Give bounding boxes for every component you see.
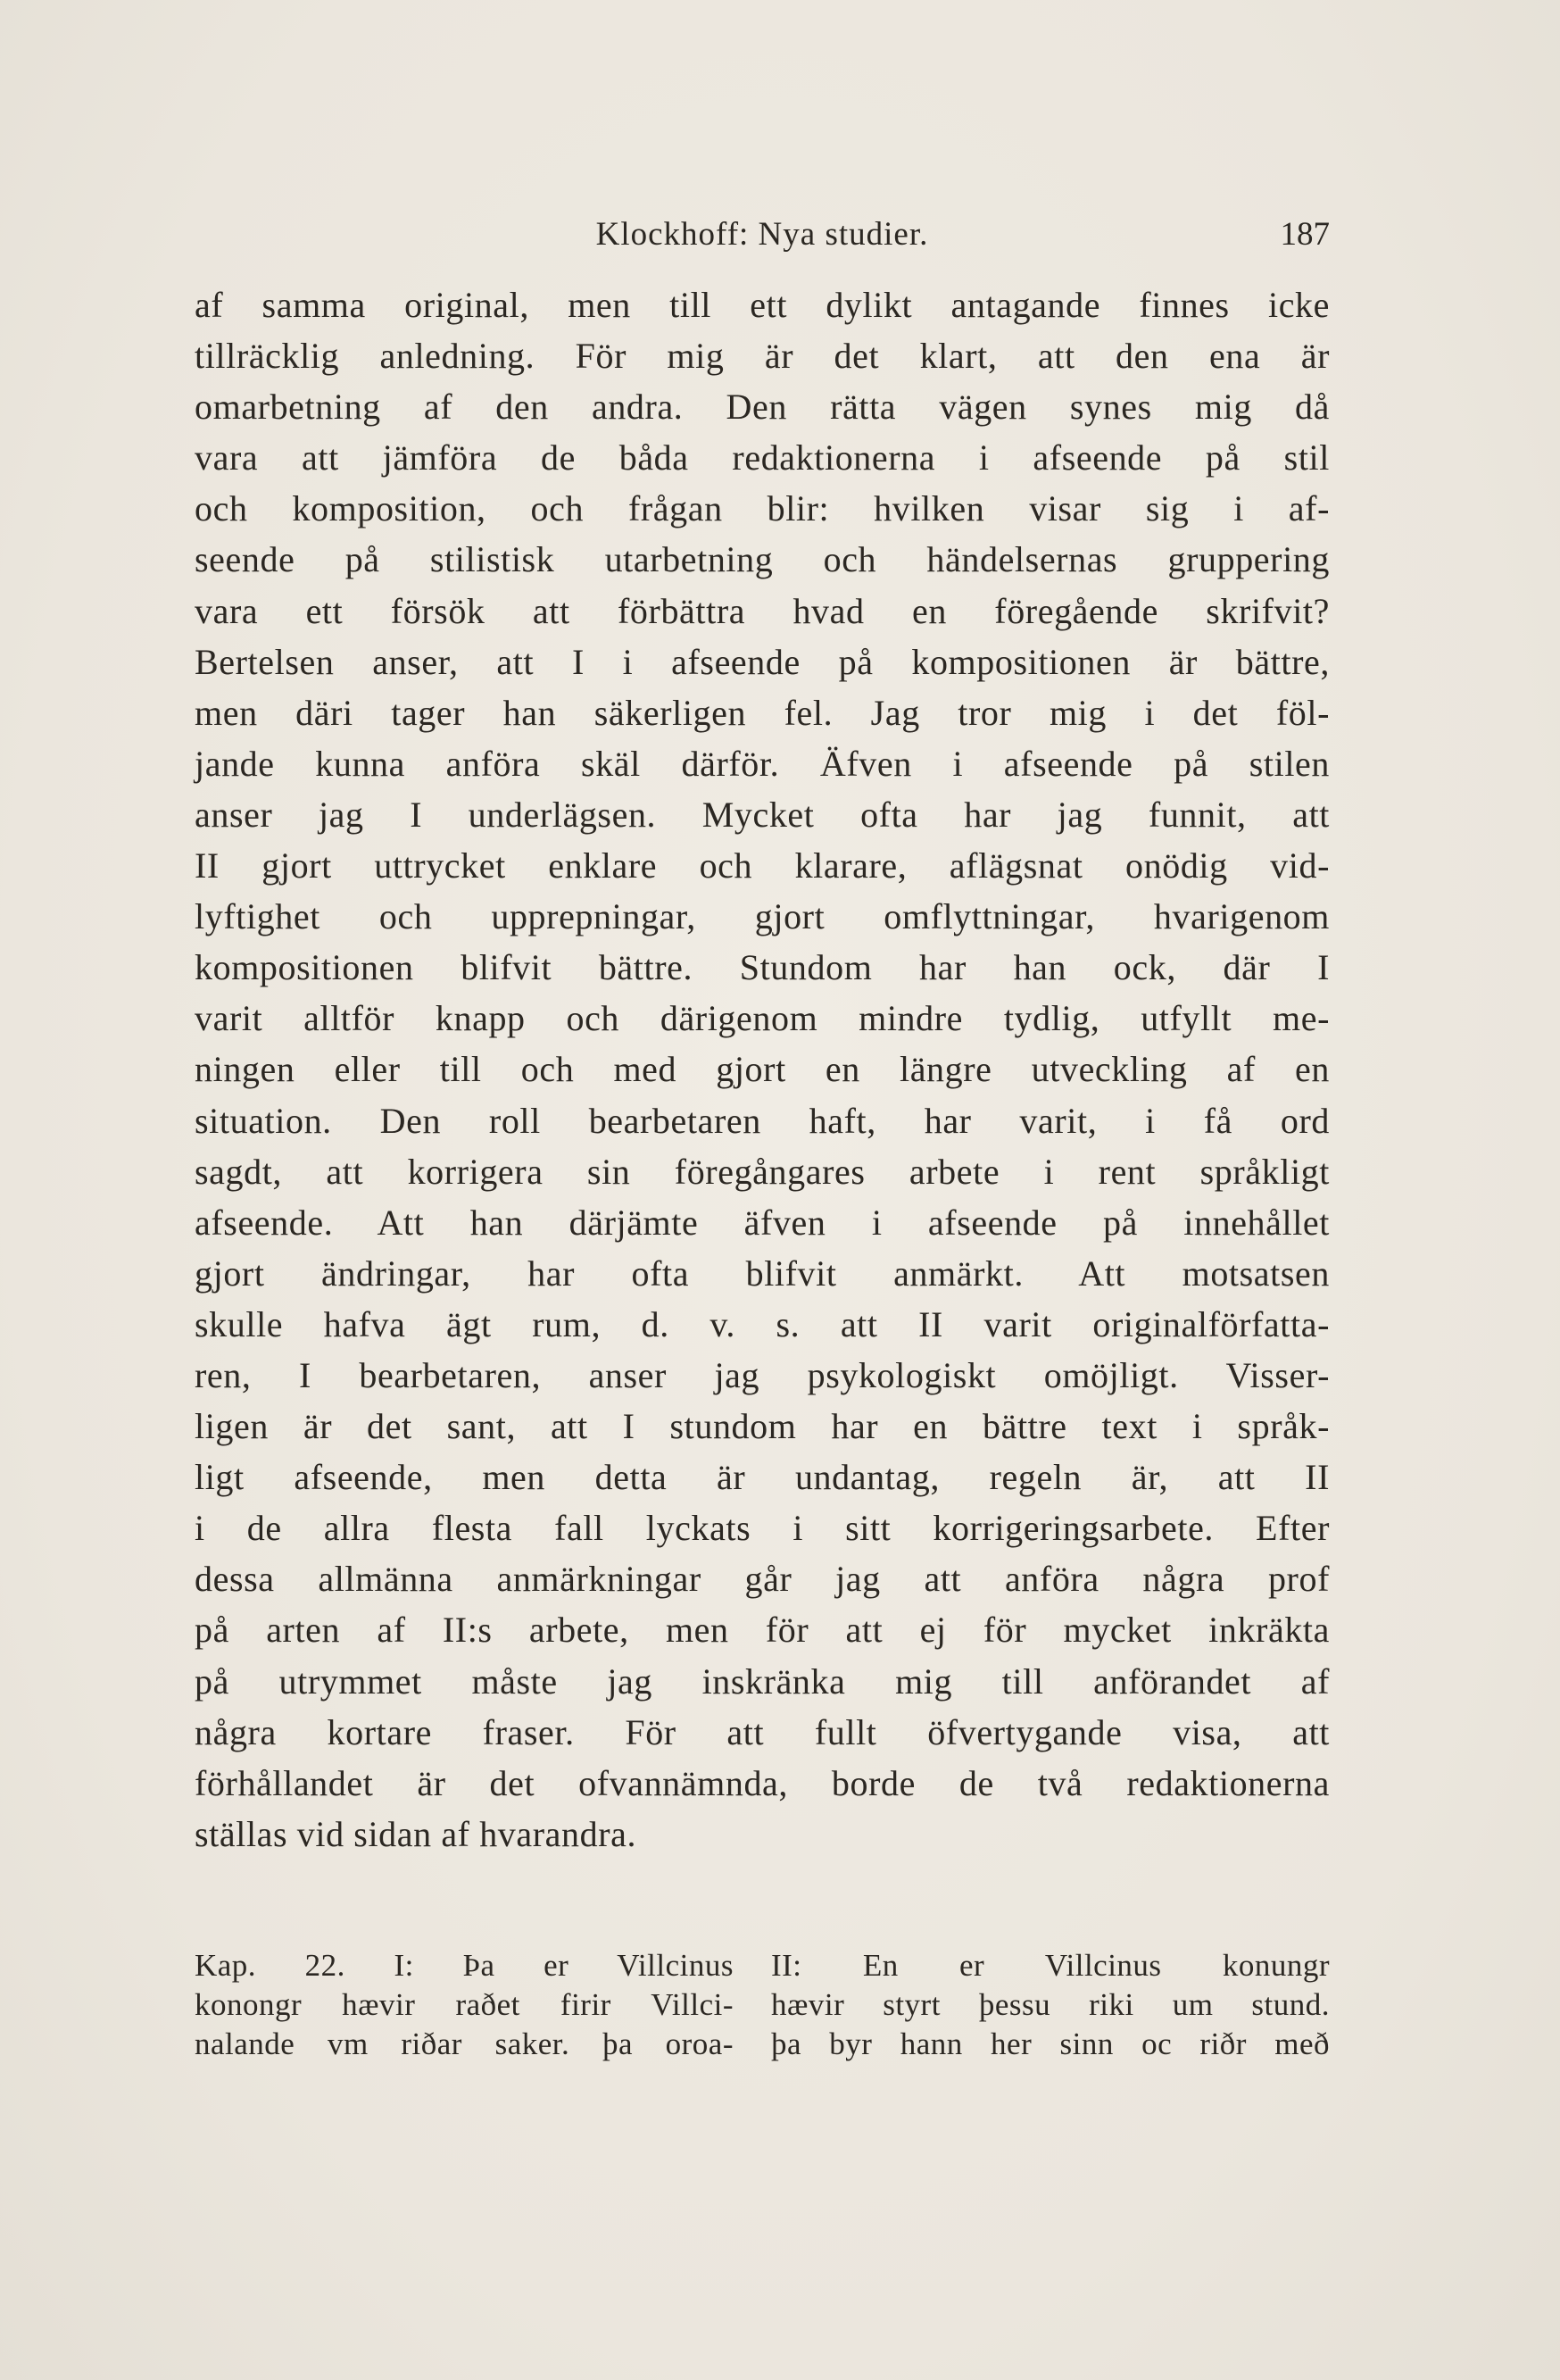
text-line: gjort ändringar, har ofta blifvit anmärkt. Att motsatsen [195, 1252, 1330, 1294]
text-line: vara ett försök att förbättra hvad en föregående skrifvit? [195, 590, 1330, 631]
text-line: men däri tager han säkerligen fel. Jag tror mig i det föl- [195, 692, 1330, 733]
text-line: Bertelsen anser, att I i afseende på kompositionen är bättre, [195, 641, 1330, 682]
text-line: ställas vid sidan af hvarandra. [195, 1813, 637, 1854]
text-line: seende på stilistisk utarbetning och händelsernas gruppering [195, 539, 1330, 580]
text-line: vara att jämföra de båda redaktionerna i afseende på stil [195, 437, 1330, 478]
citation-row [195, 1985, 1330, 2025]
page-number: 187 [1280, 216, 1330, 253]
citation-left-text: konongr hævir raðet firir Villci- [195, 1987, 734, 2022]
page-header [195, 212, 1330, 257]
text-line: ligt afseende, men detta är undantag, regeln är, att II [195, 1457, 1330, 1498]
text-line: skulle hafva ägt rum, d. v. s. att II varit originalförfatta- [195, 1303, 1330, 1344]
main-paragraph [195, 279, 1330, 1860]
text-line: dessa allmänna anmärkningar går jag att anföra några prof [195, 1559, 1330, 1600]
text-line: sagdt, att korrigera sin föregångares arbete i rent språkligt [195, 1151, 1330, 1192]
citation-left-text: Kap. 22. I: Þa er Villcinus [195, 1948, 734, 1983]
text-line: och komposition, och frågan blir: hvilken visar sig i af- [195, 488, 1330, 529]
text-line: på utrymmet måste jag inskränka mig till anförandet af [195, 1660, 1330, 1702]
text-line: ligen är det sant, att I stundom har en bättre text i språk- [195, 1406, 1330, 1447]
text-line: kompositionen blifvit bättre. Stundom har han ock, där I [195, 947, 1330, 988]
citation-left-text: nalande vm riðar saker. þa oroa- [195, 2026, 734, 2061]
text-line: jande kunna anföra skäl därför. Äfven i afseende på stilen [195, 743, 1330, 784]
text-line: situation. Den roll bearbetaren haft, har varit, i få ord [195, 1100, 1330, 1141]
citation-row [195, 1946, 1330, 1985]
citation-row [195, 2025, 1330, 2064]
text-line: förhållandet är det ofvannämnda, borde de två redaktionerna [195, 1762, 1330, 1803]
text-line: ningen eller till och med gjort en längre utveckling af en [195, 1049, 1330, 1090]
text-line: på arten af II:s arbete, men för att ej för mycket inkräkta [195, 1610, 1330, 1651]
citation-right-text: þa byr hann her sinn oc riðr með [771, 2026, 1330, 2061]
text-line: II gjort uttrycket enklare och klarare, aflägsnat onödig vid- [195, 845, 1330, 886]
text-line: lyftighet och upprepningar, gjort omflyttningar, hvarigenom [195, 896, 1330, 937]
text-line: omarbetning af den andra. Den rätta vägen synes mig då [195, 387, 1330, 428]
running-title: Klockhoff: Nya studier. [595, 216, 929, 253]
text-line: anser jag I underlägsen. Mycket ofta har jag funnit, att [195, 794, 1330, 835]
text-line: tillräcklig anledning. För mig är det klart, att den ena är [195, 336, 1330, 377]
text-line: af samma original, men till ett dylikt antagande finnes icke [195, 285, 1330, 325]
text-line: i de allra flesta fall lyckats i sitt korrigeringsarbete. Efter [195, 1508, 1330, 1549]
citation-right-text: II: En er Villcinus konungr [771, 1948, 1330, 1983]
citation-right-text: hævir styrt þessu riki um stund. [771, 1987, 1330, 2022]
parallel-citation [195, 1946, 1330, 2064]
text-line: afseende. Att han därjämte äfven i afseende på innehållet [195, 1202, 1330, 1243]
text-line: några kortare fraser. För att fullt öfvertygande visa, att [195, 1711, 1330, 1752]
text-line: varit alltför knapp och därigenom mindre tydlig, utfyllt me- [195, 998, 1330, 1039]
text-line: ren, I bearbetaren, anser jag psykologiskt omöjligt. Visser- [195, 1354, 1330, 1395]
